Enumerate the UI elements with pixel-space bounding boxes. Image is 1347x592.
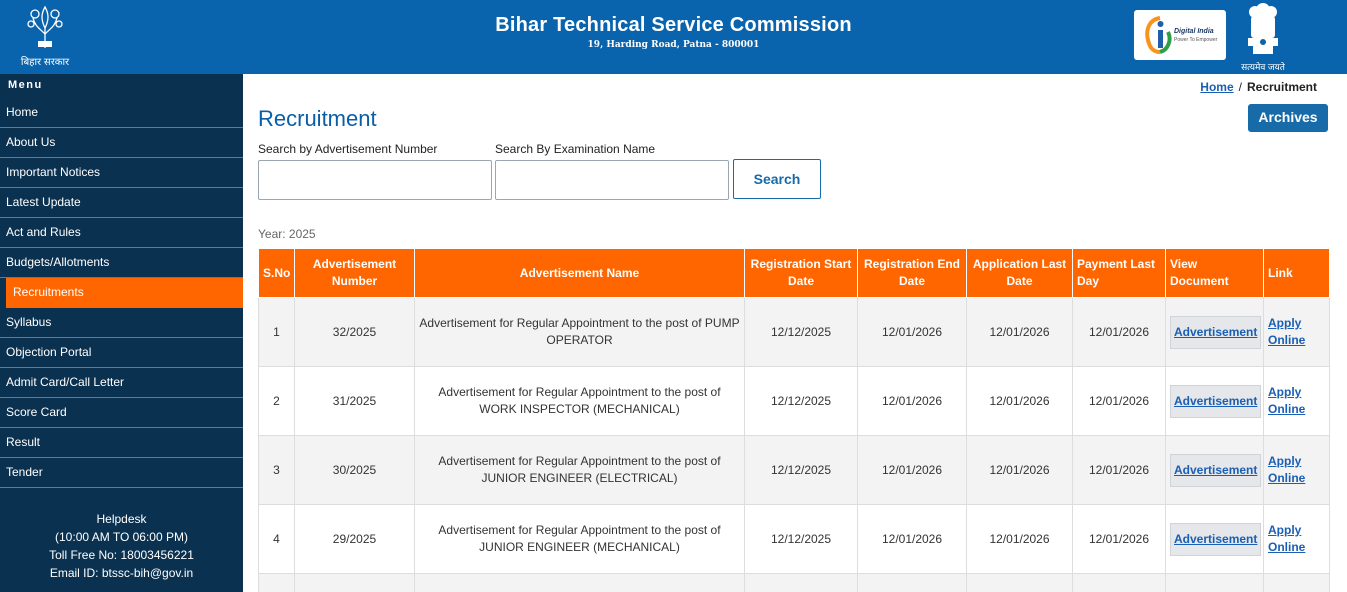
digital-india-text: Digital India: [1174, 28, 1214, 35]
breadcrumb: [1200, 80, 1317, 94]
sidebar-item-objection-portal[interactable]: Objection Portal: [0, 338, 243, 368]
sidebar-item-about-us[interactable]: About Us: [0, 128, 243, 158]
header-application-last: Application Last Date: [967, 249, 1073, 298]
helpdesk-email: Email ID: btssc-bih@gov.in: [49, 566, 194, 580]
cell-registration-end: 12/01/2026: [858, 298, 967, 367]
cell-registration-start: 12/12/2025: [745, 298, 858, 367]
satyameva-jayate-caption: सत्यमेव जयते: [1241, 62, 1285, 72]
advertisement-number-input[interactable]: [258, 160, 492, 200]
cell-advertisement-name: Advertisement for Regular Appointment to the post of PUMP OPERATOR: [415, 298, 745, 367]
header-view-document: View Document: [1166, 249, 1264, 298]
header-link: Link: [1264, 249, 1330, 298]
advertisement-document-button[interactable]: Advertisement: [1170, 454, 1261, 487]
apply-online-link[interactable]: Apply Online: [1268, 454, 1306, 485]
cell-registration-end: 12/01/2026: [858, 505, 967, 574]
cell-registration-start: 12/12/2025: [745, 436, 858, 505]
breadcrumb-separator: /: [1238, 80, 1242, 94]
cell-link: [1264, 298, 1330, 367]
helpdesk-info: [0, 510, 243, 582]
header-payment-last: Payment Last Day: [1073, 249, 1166, 298]
cell-sno: 4: [259, 505, 295, 574]
cell-advertisement-name: Advertisement for Regular Appointment to the post of JUNIOR ENGINEER (MECHANICAL): [415, 505, 745, 574]
cell-advertisement-name: Advertisement for Regular Appointment to the post of JUNIOR ENGINEER (ELECTRICAL): [415, 436, 745, 505]
sidebar-item-act-and-rules[interactable]: Act and Rules: [0, 218, 243, 248]
table-row: [259, 367, 1330, 436]
menu-heading: Menu: [8, 79, 43, 91]
sidebar-item-important-notices[interactable]: Important Notices: [0, 158, 243, 188]
cell-sno: 3: [259, 436, 295, 505]
header-registration-start: Registration Start Date: [745, 249, 858, 298]
sidebar-item-admit-card[interactable]: Admit Card/Call Letter: [0, 368, 243, 398]
advertisement-document-button[interactable]: Advertisement: [1170, 523, 1261, 556]
digital-india-icon: [1138, 10, 1178, 60]
table-row-partial: [259, 574, 1330, 592]
advertisement-document-button[interactable]: Advertisement: [1170, 385, 1261, 418]
cell-payment-last: 12/01/2026: [1073, 298, 1166, 367]
cell-view-document: [1166, 367, 1264, 436]
examination-name-input[interactable]: [495, 160, 729, 200]
ashoka-emblem-icon: [1245, 2, 1281, 56]
header-sno: S.No: [259, 249, 295, 298]
sidebar-item-home[interactable]: Home: [0, 98, 243, 128]
cell-application-last: 12/01/2026: [967, 298, 1073, 367]
sidebar-item-tender[interactable]: Tender: [0, 458, 243, 488]
cell-application-last: 12/01/2026: [967, 505, 1073, 574]
bihar-sarkar-caption: बिहार सरकार: [20, 57, 70, 68]
table-row: [259, 436, 1330, 505]
cell-link: [1264, 436, 1330, 505]
cell-application-last: 12/01/2026: [967, 436, 1073, 505]
cell-registration-start: 12/12/2025: [745, 367, 858, 436]
cell-registration-end: 12/01/2026: [858, 367, 967, 436]
sidebar-menu: [0, 74, 243, 592]
sidebar-item-syllabus[interactable]: Syllabus: [0, 308, 243, 338]
breadcrumb-current: Recruitment: [1246, 80, 1317, 94]
cell-advertisement-number: 29/2025: [295, 505, 415, 574]
advertisement-document-button[interactable]: Advertisement: [1170, 316, 1261, 349]
cell-view-document: [1166, 505, 1264, 574]
cell-advertisement-number: 31/2025: [295, 367, 415, 436]
header-registration-end: Registration End Date: [858, 249, 967, 298]
search-examination-label: Search By Examination Name: [495, 142, 656, 156]
apply-online-link[interactable]: Apply Online: [1268, 316, 1306, 347]
cell-registration-end: 12/01/2026: [858, 436, 967, 505]
sidebar-item-score-card[interactable]: Score Card: [0, 398, 243, 428]
helpdesk-title: Helpdesk: [96, 512, 147, 526]
cell-link: [1264, 367, 1330, 436]
header-advertisement-number: Advertisement Number: [295, 249, 415, 298]
cell-advertisement-number: 30/2025: [295, 436, 415, 505]
cell-view-document: [1166, 298, 1264, 367]
digital-india-subtext: Power To Empower: [1174, 37, 1218, 43]
cell-registration-start: 12/12/2025: [745, 505, 858, 574]
archives-button[interactable]: Archives: [1248, 104, 1328, 132]
site-header: [0, 0, 1347, 74]
sidebar-item-recruitments[interactable]: Recruitments: [6, 278, 243, 308]
table-header-row: [259, 249, 1330, 298]
cell-sno: 1: [259, 298, 295, 367]
cell-link: [1264, 505, 1330, 574]
page-title: Recruitment: [258, 106, 377, 131]
cell-advertisement-number: 32/2025: [295, 298, 415, 367]
search-advertisement-label: Search by Advertisement Number: [258, 142, 438, 156]
search-button[interactable]: Search: [733, 159, 821, 199]
apply-online-link[interactable]: Apply Online: [1268, 523, 1306, 554]
header-advertisement-name: Advertisement Name: [415, 249, 745, 298]
cell-advertisement-name: Advertisement for Regular Appointment to the post of WORK INSPECTOR (MECHANICAL): [415, 367, 745, 436]
cell-payment-last: 12/01/2026: [1073, 505, 1166, 574]
breadcrumb-home-link[interactable]: Home: [1200, 80, 1234, 94]
digital-india-logo[interactable]: [1134, 10, 1226, 60]
apply-online-link[interactable]: Apply Online: [1268, 385, 1306, 416]
helpdesk-toll-free: Toll Free No: 18003456221: [49, 548, 194, 562]
cell-payment-last: 12/01/2026: [1073, 367, 1166, 436]
cell-sno: 2: [259, 367, 295, 436]
helpdesk-hours: (10:00 AM TO 06:00 PM): [55, 530, 188, 544]
sidebar-item-latest-update[interactable]: Latest Update: [0, 188, 243, 218]
national-emblem: [1240, 2, 1286, 70]
cell-view-document: [1166, 436, 1264, 505]
sidebar-item-result[interactable]: Result: [0, 428, 243, 458]
year-label: Year: 2025: [258, 227, 316, 241]
cell-application-last: 12/01/2026: [967, 367, 1073, 436]
site-title: Bihar Technical Service Commission: [495, 14, 852, 36]
sidebar-item-budgets-allotments[interactable]: Budgets/Allotments: [0, 248, 243, 278]
site-address: 19, Harding Road, Patna - 800001: [587, 40, 760, 50]
table-row: [259, 298, 1330, 367]
recruitment-table: [258, 248, 1330, 592]
table-row: [259, 505, 1330, 574]
cell-payment-last: 12/01/2026: [1073, 436, 1166, 505]
